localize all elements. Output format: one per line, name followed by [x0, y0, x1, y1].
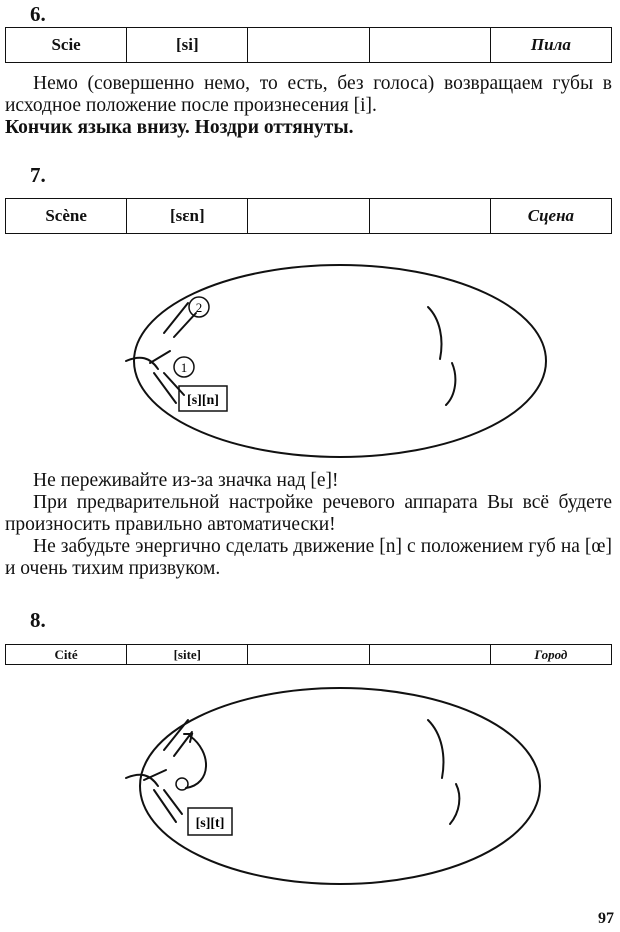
- marker-2: 2: [195, 300, 203, 315]
- lower-lip-line: [154, 790, 176, 822]
- paragraph: Не переживайте из-за значка над [e]!: [33, 470, 339, 491]
- teeth-line: [428, 720, 443, 778]
- sound-label: [s][t]: [195, 816, 225, 831]
- mouth-outline: [134, 265, 546, 457]
- lower-lip-line: [154, 373, 176, 403]
- word-cell: Scène: [6, 199, 127, 234]
- word-cell: Scie: [6, 28, 127, 63]
- empty-cell: [369, 28, 490, 63]
- paragraph: Не забудьте энергично сделать движение [n] с положением губ на [œ] и очень тихим призвуком.: [5, 536, 612, 579]
- lip-line: [144, 770, 166, 780]
- section-6-text: [5, 73, 612, 139]
- paragraph: При предварительной настройке речевого аппарата Вы всё будете произносить правильно автоматически!: [5, 492, 612, 535]
- word-cell: Cité: [6, 645, 127, 665]
- paragraph: Немо (совершенно немо, то есть, без голоса) возвращаем губы в исходное положение после произнесения [i].: [5, 73, 612, 116]
- section-7-text: [5, 470, 612, 580]
- empty-cell: [248, 199, 369, 234]
- lip-line: [150, 351, 170, 363]
- translation-cell: Пила: [490, 28, 611, 63]
- tongue-tip-circle: [176, 778, 188, 790]
- empty-cell: [369, 199, 490, 234]
- word-table-8: [5, 644, 612, 665]
- teeth-line: [446, 363, 455, 405]
- section-6-number: 6.: [30, 2, 46, 26]
- translation-cell: Город: [490, 645, 611, 665]
- articulation-diagram-8: [0, 672, 620, 892]
- empty-cell: [248, 28, 369, 63]
- word-table-7: [5, 198, 612, 234]
- lower-lip-line: [164, 790, 182, 814]
- empty-cell: [248, 645, 369, 665]
- mouth-outline: [140, 688, 540, 884]
- section-7-number: 7.: [30, 163, 46, 187]
- transcription-cell: [si]: [127, 28, 248, 63]
- marker-1: 1: [180, 360, 188, 375]
- translation-cell: Сцена: [490, 199, 611, 234]
- teeth-line: [428, 307, 442, 359]
- word-table-6: [5, 27, 612, 63]
- page-number: 97: [598, 910, 614, 927]
- tongue-arrow: [186, 736, 206, 788]
- articulation-diagram-7: [0, 255, 620, 465]
- teeth-line: [450, 784, 459, 824]
- paragraph-bold: Кончик языка внизу. Ноздри оттянуты.: [5, 117, 354, 138]
- section-8-number: 8.: [30, 608, 46, 632]
- transcription-cell: [sɛn]: [127, 199, 248, 234]
- sound-label: [s][n]: [187, 393, 219, 408]
- empty-cell: [369, 645, 490, 665]
- transcription-cell: [site]: [127, 645, 248, 665]
- lip-line: [126, 358, 158, 369]
